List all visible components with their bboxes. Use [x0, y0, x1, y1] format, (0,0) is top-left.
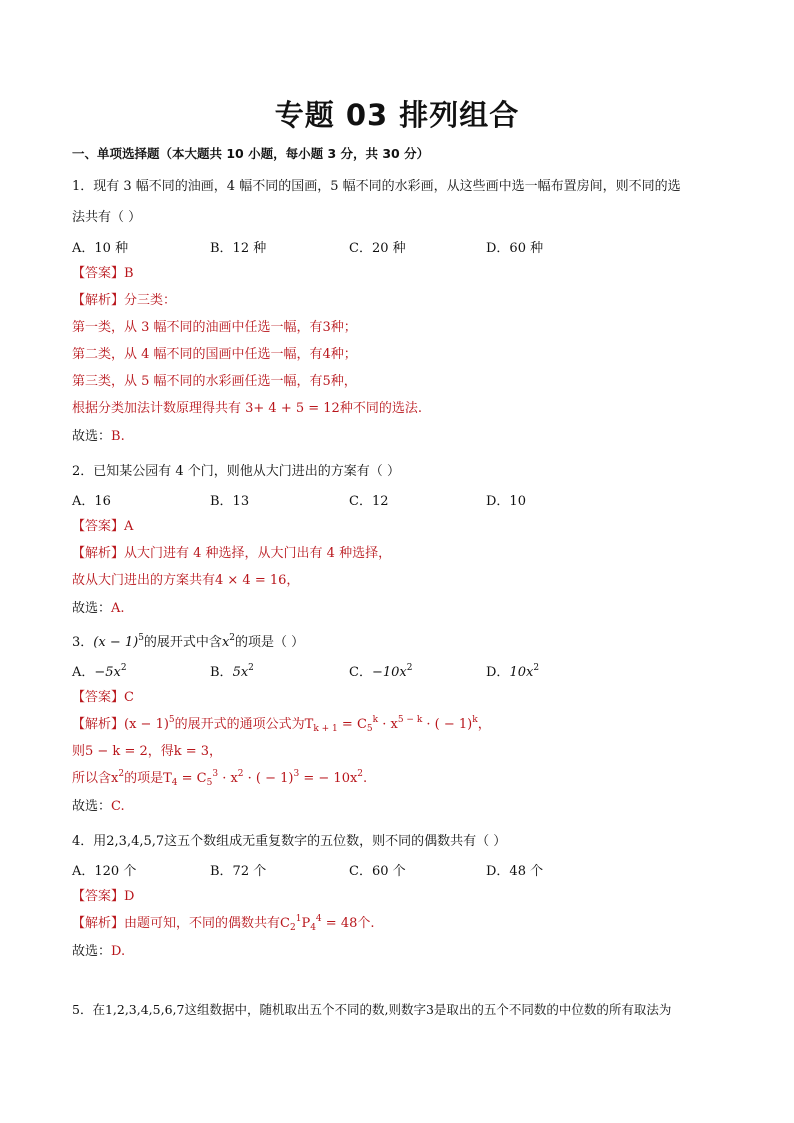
q2-option-b: B．13 — [210, 494, 250, 509]
q2-option-a: A．16 — [72, 494, 111, 509]
q1-option-a: A．10 种 — [72, 241, 129, 256]
q2-solution-line2: 故从大门进出的方案共有4 × 4 = 16， — [72, 573, 300, 588]
q2-answer: 【答案】A — [72, 519, 134, 534]
q1-stem-line2: 法共有（ ） — [72, 210, 142, 225]
q3-solution-line3: 所以含$x^2$的项是$T_4 = C_5^3 \cdot x^2$ · ( − 1)$^3$ = − $10x^2$. — [72, 769, 368, 788]
q1-answer: 【答案】B — [72, 266, 134, 281]
q3-option-d: D．$10x^2$ — [486, 663, 540, 680]
q1-option-b: B．12 种 — [210, 241, 267, 256]
q1-solution-line2: 第一类，从 3 幅不同的油画中任选一幅，有3种； — [72, 320, 357, 335]
q3-solution-line1: 【解析】$(x - 1)^5$的展开式的通项公式为$T_{k + 1} = C_5^k \cdot x^{5 - k}$ · ( − 1)$^k$， — [72, 715, 491, 734]
q3-conclusion: 故选：C. — [72, 799, 125, 814]
q1-solution-line1: 【解析】分三类： — [72, 293, 177, 308]
q4-conclusion: 故选：D. — [72, 944, 126, 959]
q1-conclusion-value: B. — [111, 429, 125, 444]
q2-stem: 2．已知某公园有 4 个门，则他从大门进出的方案有（ ） — [72, 464, 400, 479]
q3-answer: 【答案】C — [72, 690, 134, 705]
q3-stem: 3．$(x - 1)^5$的展开式中含$x^2$的项是（ ） — [72, 633, 305, 650]
q4-option-c: C．60 个 — [349, 864, 406, 879]
q2-solution-line1: 【解析】从大门进有 4 种选择，从大门出有 4 种选择， — [72, 546, 392, 561]
q2-conclusion: 故选：A. — [72, 601, 125, 616]
q1-solution-line3: 第二类，从 4 幅不同的国画中任选一幅，有4种； — [72, 347, 357, 362]
q1-conclusion: 故选：B. — [72, 429, 125, 444]
q3-option-b: B．$5x^2$ — [210, 663, 254, 680]
q5-stem: 5．在1,2,3,4,5,6,7这组数据中，随机取出五个不同的数,则数字3是取出的五个不同数的中位数的所有取法为 — [72, 1002, 672, 1017]
q3-solution-line2: 则5 − k = 2，得k = 3， — [72, 744, 223, 759]
q1-solution-line4: 第三类，从 5 幅不同的水彩画任选一幅，有5种， — [72, 374, 357, 389]
q4-option-b: B．72 个 — [210, 864, 267, 879]
section-heading: 一、单项选择题（本大题共 10 小题，每小题 3 分，共 30 分） — [72, 146, 430, 161]
page-title: 专题 03 排列组合 — [274, 98, 520, 132]
q4-solution-line1: 【解析】由题可知，不同的偶数共有$C_2^1P_4^4 = 48$个. — [72, 914, 375, 933]
q1-option-d: D．60 种 — [486, 241, 544, 256]
q4-stem: 4．用2,3,4,5,7这五个数组成无重复数字的五位数，则不同的偶数共有（ ） — [72, 834, 507, 849]
q1-option-c: C．20 种 — [349, 241, 406, 256]
q4-answer: 【答案】D — [72, 889, 135, 904]
q1-stem-line1: 1．现有 3 幅不同的油画，4 幅不同的国画，5 幅不同的水彩画，从这些画中选一幅布置房间，则不同的选 — [72, 179, 681, 194]
q3-option-a: A．$-5x^2$ — [72, 663, 127, 680]
q1-solution-line5: 根据分类加法计数原理得共有 3+ 4 + 5 = 12种不同的选法. — [72, 401, 422, 416]
q4-option-d: D．48 个 — [486, 864, 544, 879]
q3-option-c: C．$-10x^2$ — [349, 663, 413, 680]
q2-option-c: C．12 — [349, 494, 389, 509]
q2-option-d: D．10 — [486, 494, 526, 509]
q4-option-a: A．120 个 — [72, 864, 137, 879]
